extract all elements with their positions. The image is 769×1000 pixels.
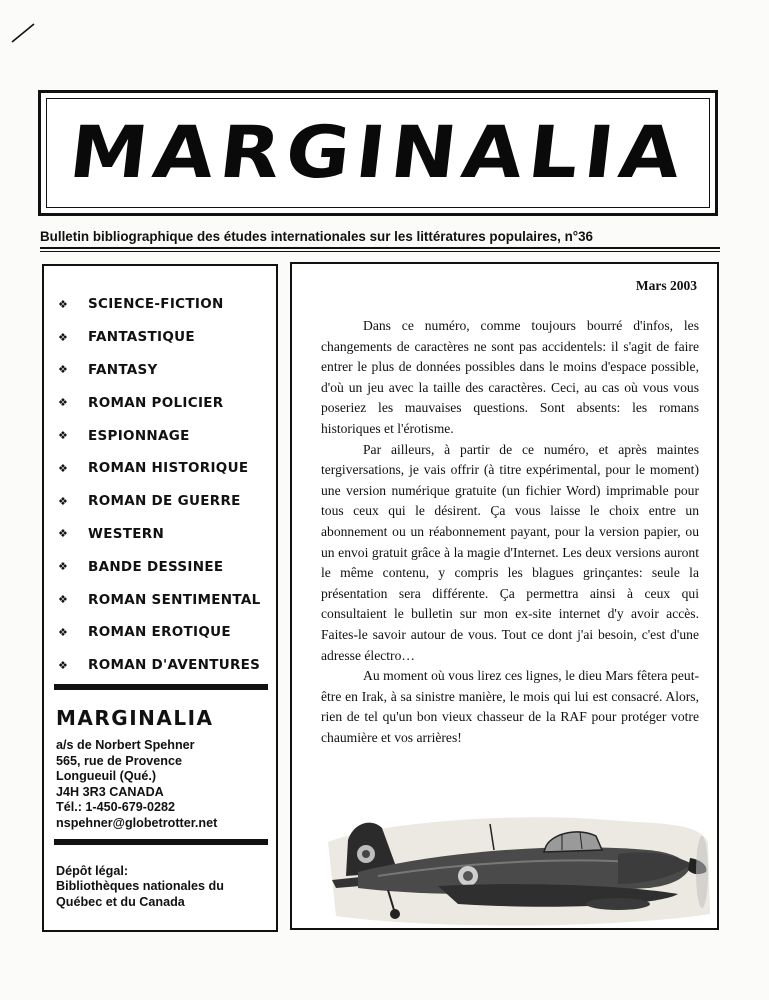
legal-deposit-line: Dépôt légal: [56, 864, 129, 878]
masthead-inner-frame [46, 98, 710, 208]
fighter-plane-illustration [318, 802, 718, 934]
genre-item [58, 616, 261, 649]
genre-item [58, 583, 261, 616]
genre-label: ROMAN HISTORIQUE [88, 460, 249, 477]
issue-date: Mars 2003 [635, 278, 697, 293]
subtitle-rule-bottom [40, 251, 720, 252]
genre-item [58, 386, 261, 419]
genre-label: ROMAN DE GUERRE [88, 493, 241, 510]
diamond-bullet-icon: ❖ [58, 429, 69, 443]
masthead-title: MARGINALIA [65, 111, 691, 195]
genre-label: WESTERN [88, 525, 165, 542]
article-paragraph: Dans ce numéro, comme toujours bourré d'infos, les changements de caractères ne sont pas accidentels: il s'agit de faire entrer le plus de données possibles dans le moins d'espace possible, d'où un jeu avec la taille des caractères. Ceci, au cas où vous vous poseriez les mauvaises questions. Sont absents: les romans historiques et l'érotisme. [321, 318, 699, 436]
contact-address [56, 738, 217, 832]
diamond-bullet-icon: ❖ [58, 658, 69, 672]
diamond-bullet-icon: ❖ [58, 560, 69, 574]
genre-item [58, 485, 261, 518]
subtitle-rule-top [40, 247, 720, 249]
address-title: MARGINALIA [56, 706, 214, 730]
genre-label: SCIENCE-FICTION [88, 296, 224, 313]
diamond-bullet-icon: ❖ [58, 527, 69, 541]
legal-deposit-line: Québec et du Canada [56, 894, 185, 909]
genre-label: ROMAN D'AVENTURES [88, 657, 261, 674]
phone-line: Tél.: 1-450-679-0282 [56, 800, 176, 815]
section-divider [54, 684, 268, 690]
diamond-bullet-icon: ❖ [58, 494, 69, 508]
email-line: nspehner@globetrotter.net [56, 815, 218, 830]
bulletin-subtitle: Bulletin bibliographique des études internationales sur les littératures populaires, n°36 [40, 229, 594, 244]
diamond-bullet-icon: ❖ [58, 297, 69, 311]
genre-label: FANTASTIQUE [88, 329, 195, 346]
address-line: 565, rue de Provence [56, 753, 183, 768]
genre-item [58, 518, 261, 551]
genre-item [58, 550, 261, 583]
genre-label: ROMAN POLICIER [88, 394, 224, 411]
genre-item [58, 321, 261, 354]
address-line: J4H 3R3 CANADA [56, 784, 164, 799]
genre-item [58, 452, 261, 485]
diamond-bullet-icon: ❖ [58, 396, 69, 410]
diamond-bullet-icon: ❖ [58, 330, 69, 344]
genre-label: FANTASY [88, 361, 158, 378]
genre-label: ESPIONNAGE [88, 427, 190, 444]
section-divider [54, 839, 268, 845]
genre-item [58, 354, 261, 387]
sidebar-panel [42, 264, 278, 932]
genre-item [58, 419, 261, 452]
article-paragraph: Par ailleurs, à partir de ce numéro, et après maintes tergiversations, je vais offrir (à titre expérimental, pour le moment) une version numérique gratuite (un fichier Word) imprimable pour tous ceux qui le désirent. Ça vous laisse le choix entre un abonnement ou un réabonnement payant, pour la version papier, ou un envoi gratuit grâce à la magie d'Internet. Les deux versions auront le même contenu, y compris les blagues grinçantes: seule la présentation sera différente. Ça permettra ainsi à ceux qui consultaient le bulletin sur mon ex-site internet d'y avoir accès. Faites-le savoir autour de vous. Tout ce dont j'ai besoin, c'est d'une adresse électro… [321, 441, 699, 663]
legal-deposit-line: Bibliothèques nationales du [56, 879, 224, 894]
article-paragraph: Au moment où vous lirez ces lignes, le dieu Mars fêtera peut-être en Irak, à sa sinistre manière, le mois qui lui est consacré. Alors, rien de tel qu'un bon vieux chasseur de la RAF pour protéger votre chaumière et vos arrières! [321, 668, 699, 745]
diamond-bullet-icon: ❖ [58, 363, 69, 377]
pen-stroke-mark [8, 6, 38, 46]
legal-deposit [56, 864, 224, 910]
genre-label: BANDE DESSINEE [88, 558, 224, 575]
masthead [38, 90, 718, 216]
genre-item [58, 288, 261, 321]
editorial-article [321, 316, 699, 748]
genre-label: ROMAN SENTIMENTAL [88, 591, 261, 608]
genre-item [58, 649, 261, 682]
genre-list [58, 288, 261, 682]
address-line: a/s de Norbert Spehner [56, 738, 195, 752]
diamond-bullet-icon: ❖ [58, 593, 69, 607]
genre-label: ROMAN EROTIQUE [88, 624, 231, 641]
address-line: Longueuil (Qué.) [56, 769, 157, 784]
editorial-panel [290, 262, 719, 930]
diamond-bullet-icon: ❖ [58, 625, 69, 639]
diamond-bullet-icon: ❖ [58, 461, 69, 475]
